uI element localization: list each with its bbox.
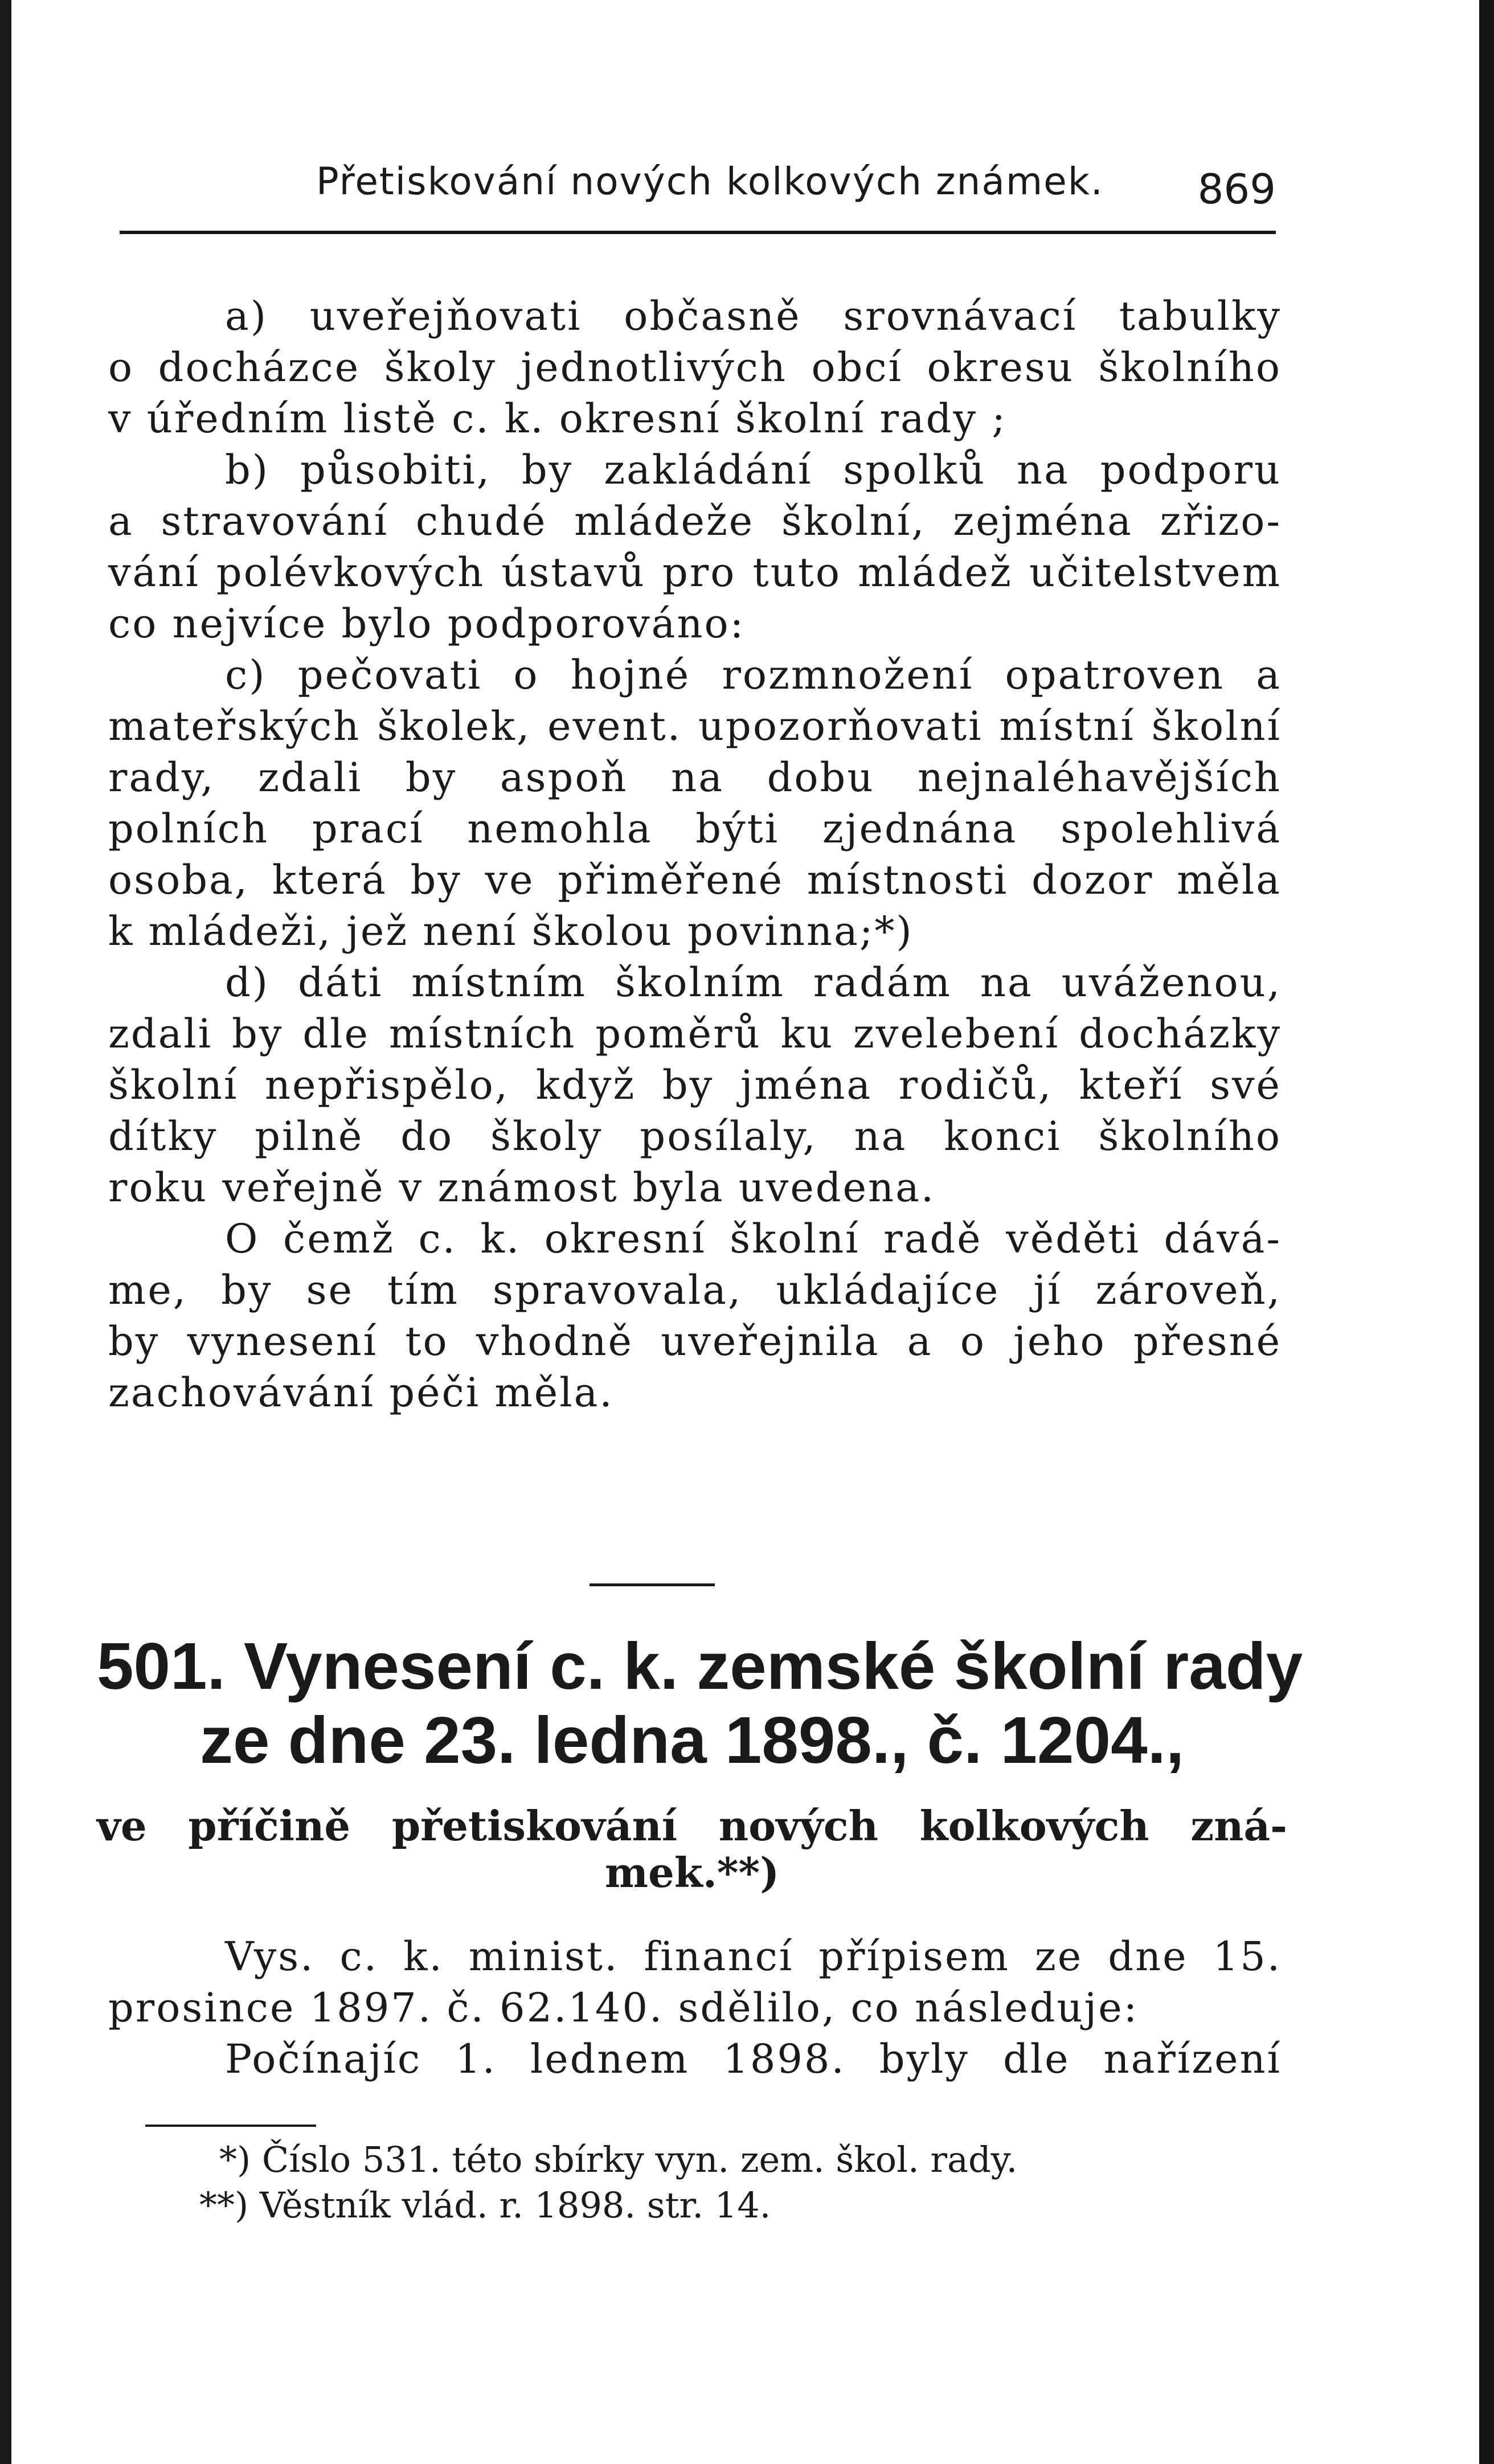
paragraph-line: d) dáti místním školním radám na uváženou, [225, 959, 1282, 1006]
section-subtitle-line: mek.**) [604, 1848, 780, 1897]
page-number: 869 [1197, 165, 1276, 213]
page-header [108, 159, 1287, 216]
paragraph-line: roku veřejně v známost byla uvedena. [108, 1164, 936, 1211]
paragraph-line: zachovávání péči měla. [108, 1369, 614, 1416]
footnote-1: *) Číslo 531. této sbírky vyn. zem. škol. rady. [219, 2139, 1018, 2180]
footnote-2: **) Věstník vlád. r. 1898. str. 14. [199, 2184, 771, 2226]
paragraph-line: O čemž c. k. okresní školní radě věděti dává- [225, 1215, 1282, 1262]
paragraph-line: vání polévkových ústavů pro tuto mládež učitelstvem [108, 549, 1282, 596]
paragraph-line: v úředním listě c. k. okresní školní rady ; [108, 395, 1007, 442]
paragraph-line: školní nepřispělo, když by jména rodičů, kteří své [108, 1062, 1282, 1108]
section-title-line: 501. Vynesení c. k. zemské školní rady [97, 1629, 1303, 1703]
section-divider [590, 1583, 715, 1586]
paragraph-line: Počínajíc 1. lednem 1898. byly dle nařízení [225, 2036, 1282, 2082]
section-title-line: ze dne 23. ledna 1898., č. 1204., [199, 1703, 1185, 1777]
running-title: Přetiskování nových kolkových známek. [316, 159, 1104, 203]
paragraph-line: osoba, která by ve přiměřené místnosti dozor měla [108, 857, 1282, 903]
paragraph-line: polních prací nemohla býti zjednána spolehlivá [108, 805, 1282, 852]
paragraph-line: c) pečovati o hojné rozmnožení opatroven a [225, 652, 1282, 698]
paragraph-line: zdali by dle místních poměrů ku zvelebení docházky [108, 1010, 1282, 1057]
paragraph-line: by vynesení to vhodně uveřejnila a o jeho přesné [108, 1318, 1282, 1365]
paragraph-line: mateřských školek, event. upozorňovati místní školní [108, 703, 1282, 750]
page-binding-left [0, 0, 11, 2464]
paragraph-line: me, by se tím spravovala, ukládajíce jí zároveň, [108, 1267, 1282, 1313]
paragraph-line: co nejvíce bylo podporováno: [108, 600, 746, 647]
section-body-text [108, 1931, 1282, 2085]
paragraph-line: prosince 1897. č. 62.140. sdělilo, co následuje: [108, 1984, 1139, 2031]
paragraph-line: Vys. c. k. minist. financí přípisem ze dne 15. [225, 1933, 1282, 1980]
body-text [108, 290, 1282, 1418]
section-subtitle-line: ve příčině přetiskování nových kolkových zná- [97, 1802, 1287, 1850]
paragraph-line: o docházce školy jednotlivých obcí okresu školního [108, 344, 1282, 391]
paragraph-line: a) uveřejňovati občasně srovnávací tabulky [225, 293, 1282, 339]
paragraph-line: b) působiti, by zakládání spolků na podporu [225, 447, 1282, 493]
page-binding-right [1479, 0, 1494, 2464]
paragraph-line: rady, zdali by aspoň na dobu nejnaléhavějších [108, 754, 1282, 801]
footnotes [108, 2137, 1282, 2228]
footnote-rule [145, 2125, 316, 2127]
section-title [97, 1629, 1303, 1777]
section-subtitle [97, 1803, 1287, 1896]
paragraph-line: a stravování chudé mládeže školní, zejména zřizo- [108, 498, 1282, 545]
header-rule [120, 231, 1276, 234]
paragraph-line: dítky pilně do školy posílaly, na konci školního [108, 1113, 1282, 1160]
paragraph-line: k mládeži, jež není školou povinna;*) [108, 908, 914, 955]
